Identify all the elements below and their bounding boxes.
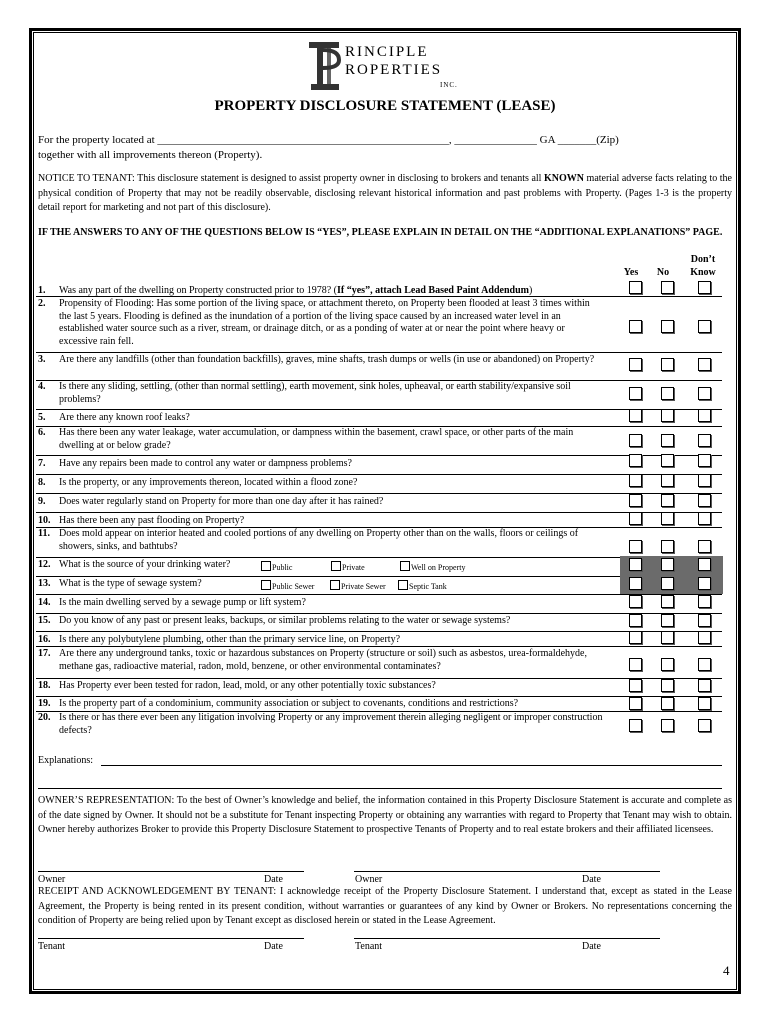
checkbox-dont-know-q4[interactable] bbox=[698, 387, 711, 400]
checkbox-dont-know-q17[interactable] bbox=[698, 658, 711, 671]
row-separator bbox=[36, 678, 722, 679]
checkbox-no-q15[interactable] bbox=[661, 614, 674, 627]
question-number: 2. bbox=[38, 298, 46, 309]
checkbox-yes-q2[interactable] bbox=[629, 320, 642, 333]
checkbox-yes-q13[interactable] bbox=[629, 577, 642, 590]
water-option[interactable] bbox=[261, 561, 292, 572]
question-text-start: Was any part of the dwelling on Property constructed prior to 1978? ( bbox=[59, 285, 338, 296]
checkbox-no-q19[interactable] bbox=[661, 697, 674, 710]
checkbox-no-q20[interactable] bbox=[661, 719, 674, 732]
row-separator bbox=[36, 455, 722, 456]
option-checkbox[interactable] bbox=[261, 580, 271, 590]
question-number: 7. bbox=[38, 458, 46, 469]
page-title: PROPERTY DISCLOSURE STATEMENT (LEASE) bbox=[214, 98, 556, 114]
row-separator bbox=[36, 493, 722, 494]
option-checkbox[interactable] bbox=[400, 561, 410, 571]
option-checkbox[interactable] bbox=[398, 580, 408, 590]
question-text: Has there been any past flooding on Property? bbox=[59, 515, 245, 526]
question-row bbox=[38, 680, 604, 693]
instruction: IF THE ANSWERS TO ANY OF THE QUESTIONS BELOW IS “YES”, PLEASE EXPLAIN IN DETAIL ON THE “ADDITIONAL EXPLANATIONS” PAGE. bbox=[38, 227, 723, 238]
sewage-option[interactable] bbox=[398, 580, 447, 591]
row-separator bbox=[36, 631, 722, 632]
checkbox-no-q10[interactable] bbox=[661, 512, 674, 525]
question-row bbox=[38, 298, 604, 348]
option-label: Private Sewer bbox=[341, 582, 386, 591]
checkbox-dont-know-q9[interactable] bbox=[698, 494, 711, 507]
address-line: For the property located at _____________________________________________________, _______________ GA _______(Zip) bbox=[38, 134, 619, 146]
owner-date-label-2: Date bbox=[582, 874, 601, 885]
question-number: 9. bbox=[38, 496, 46, 507]
option-checkbox[interactable] bbox=[330, 580, 340, 590]
question-text: Is the property, or any improvements thereon, located within a flood zone? bbox=[59, 477, 358, 488]
question-row bbox=[38, 528, 604, 553]
option-checkbox[interactable] bbox=[331, 561, 341, 571]
question-row bbox=[38, 412, 604, 425]
question-text: What is the type of sewage system? bbox=[59, 578, 202, 589]
question-number: 1. bbox=[38, 285, 46, 296]
question-text bbox=[59, 285, 604, 298]
checkbox-dont-know-q5[interactable] bbox=[698, 409, 711, 422]
question-number: 16. bbox=[38, 634, 51, 645]
checkbox-no-q8[interactable] bbox=[661, 474, 674, 487]
checkbox-no-q17[interactable] bbox=[661, 658, 674, 671]
page-number: 4 bbox=[723, 963, 730, 978]
row-separator bbox=[36, 512, 722, 513]
checkbox-no-q5[interactable] bbox=[661, 409, 674, 422]
checkbox-dont-know-q2[interactable] bbox=[698, 320, 711, 333]
tenant-signature-line-2[interactable] bbox=[354, 938, 660, 939]
question-text: Have any repairs been made to control any water or dampness problems? bbox=[59, 458, 352, 469]
company-logo bbox=[305, 38, 475, 94]
question-number: 12. bbox=[38, 559, 51, 570]
tenant-date-label-1: Date bbox=[264, 941, 283, 952]
question-number: 10. bbox=[38, 515, 51, 526]
checkbox-yes-q17[interactable] bbox=[629, 658, 642, 671]
option-label: Public Sewer bbox=[272, 582, 315, 591]
col-dont-know-2: Know bbox=[690, 267, 716, 278]
question-number: 19. bbox=[38, 698, 51, 709]
checkbox-yes-q8[interactable] bbox=[629, 474, 642, 487]
question-text: Are there any underground tanks, toxic or hazardous substances on Property (structure or soil) such as asbestos, urea-formaldehyde, methane gas, radioactive material, radon, mold, benzene, or other environmental contaminates? bbox=[59, 648, 587, 672]
question-number: 3. bbox=[38, 354, 46, 365]
question-row bbox=[38, 712, 604, 737]
logo-line-2: ROPERTIES bbox=[345, 62, 443, 78]
checkbox-no-q1[interactable] bbox=[661, 281, 674, 294]
tenant-date-label-2: Date bbox=[582, 941, 601, 952]
checkbox-yes-q15[interactable] bbox=[629, 614, 642, 627]
checkbox-yes-q4[interactable] bbox=[629, 387, 642, 400]
col-no: No bbox=[656, 267, 670, 278]
col-yes: Yes bbox=[623, 267, 639, 278]
question-text: Is there any polybutylene plumbing, other than the primary service line, on Property? bbox=[59, 634, 401, 645]
row-separator bbox=[36, 352, 722, 353]
logo-suffix: INC. bbox=[440, 81, 458, 89]
checkbox-dont-know-q19[interactable] bbox=[698, 697, 711, 710]
checkbox-no-q18[interactable] bbox=[661, 679, 674, 692]
question-text: Do you know of any past or present leaks, backups, or similar problems relating to the water or sewage systems? bbox=[59, 615, 511, 626]
question-number: 13. bbox=[38, 578, 51, 589]
checkbox-yes-q20[interactable] bbox=[629, 719, 642, 732]
option-label: Septic Tank bbox=[409, 582, 447, 591]
checkbox-dont-know-q12[interactable] bbox=[698, 558, 711, 571]
owner-label-1: Owner bbox=[38, 874, 66, 885]
tenant-signature-line-1[interactable] bbox=[38, 938, 304, 939]
checkbox-dont-know-q15[interactable] bbox=[698, 614, 711, 627]
question-text: Is the property part of a condominium, community association or subject to covenants, conditions and restrictions? bbox=[59, 698, 519, 709]
checkbox-no-q14[interactable] bbox=[661, 595, 674, 608]
question-text: Does mold appear on interior heated and cooled portions of any dwelling on Property other than on the walls, floors or ceilings of showers, sinks, and bathtubs? bbox=[59, 528, 579, 552]
question-row bbox=[38, 477, 604, 490]
checkbox-dont-know-q13[interactable] bbox=[698, 577, 711, 590]
logo-line-1: RINCIPLE bbox=[345, 44, 429, 60]
question-row bbox=[38, 285, 604, 298]
checkbox-dont-know-q1[interactable] bbox=[698, 281, 711, 294]
question-row bbox=[38, 515, 604, 528]
checkbox-yes-q1[interactable] bbox=[629, 281, 642, 294]
question-text-end: ) bbox=[528, 285, 533, 296]
checkbox-dont-know-q3[interactable] bbox=[698, 358, 711, 371]
checkbox-dont-know-q10[interactable] bbox=[698, 512, 711, 525]
checkbox-no-q9[interactable] bbox=[661, 494, 674, 507]
receipt-acknowledgement: RECEIPT AND ACKNOWLEDGEMENT BY TENANT: I acknowledge receipt of the Property Disclosure Statement. I understand that, except as stated in the Lease Agreement, the Property is being rented in its present condition, without warranties or guarantees of any kind by Owner or Brokers. No representations concerning the condition of Property are being relied upon by Tenant except as disclosed herein or stated in the Lease Agreement. bbox=[38, 886, 732, 927]
owner-signature-line-1[interactable] bbox=[38, 871, 304, 872]
row-separator bbox=[36, 696, 722, 697]
checkbox-yes-q18[interactable] bbox=[629, 679, 642, 692]
owner-representation: OWNER’S REPRESENTATION: To the best of Owner’s knowledge and belief, the information contained in this Property Disclosure Statement is accurate and complete as of the date signed by Owner. It should not be a substitute for Tenant inspecting Property or obtaining any warranties with regard to Property that Tenant may wish to obtain. Owner hereby authorizes Broker to provide this Property Disclosure Statement to prospective Tenants of Property and to real estate brokers and their affiliated licensees. bbox=[38, 795, 732, 836]
question-number: 17. bbox=[38, 648, 51, 659]
owner-date-label-1: Date bbox=[264, 874, 283, 885]
question-row bbox=[38, 427, 604, 452]
question-text-bold: If “yes”, attach Lead Based Paint Addendum bbox=[337, 285, 529, 296]
question-text: Has there been any water leakage, water accumulation, or dampness within the basement, crawl space, or other parts of the main dwelling at or below grade? bbox=[59, 427, 574, 451]
checkbox-yes-q12[interactable] bbox=[629, 558, 642, 571]
checkbox-dont-know-q20[interactable] bbox=[698, 719, 711, 732]
checkbox-yes-q19[interactable] bbox=[629, 697, 642, 710]
question-row bbox=[38, 597, 604, 610]
sewage-option[interactable] bbox=[330, 580, 386, 591]
col-dont-know-1: Don’t bbox=[690, 254, 716, 265]
question-number: 14. bbox=[38, 597, 51, 608]
question-number: 6. bbox=[38, 427, 46, 438]
question-number: 18. bbox=[38, 680, 51, 691]
notice-known: KNOWN bbox=[544, 173, 584, 184]
explanations-line-1[interactable] bbox=[101, 765, 722, 766]
notice-text-start: NOTICE TO TENANT: This disclosure statement is designed to assist property owner in disclosing to brokers and tenants all bbox=[38, 173, 544, 184]
question-row bbox=[38, 615, 604, 628]
checkbox-no-q2[interactable] bbox=[661, 320, 674, 333]
question-row bbox=[38, 698, 604, 711]
question-text: Propensity of Flooding: Has some portion of the living space, or attachment thereto, on Property been flooded at least 3 times within the last 5 years. Flooding is defined as the inundation of a portion of the living space caused by an increased water level in an established water source such as a river, stream, or drainage ditch, or as a ponding of water at or near the point where heavy or excessive rain fell. bbox=[59, 298, 590, 347]
question-text: What is the source of your drinking water? bbox=[59, 559, 231, 570]
checkbox-dont-know-q11[interactable] bbox=[698, 540, 711, 553]
question-number: 11. bbox=[38, 528, 50, 539]
checkbox-dont-know-q7[interactable] bbox=[698, 454, 711, 467]
owner-signature-line-2[interactable] bbox=[354, 871, 660, 872]
question-number: 15. bbox=[38, 615, 51, 626]
question-row bbox=[38, 648, 604, 673]
notice-to-tenant bbox=[38, 172, 732, 216]
option-checkbox[interactable] bbox=[261, 561, 271, 571]
question-text: Is the main dwelling served by a sewage pump or lift system? bbox=[59, 597, 306, 608]
checkbox-yes-q3[interactable] bbox=[629, 358, 642, 371]
checkbox-yes-q5[interactable] bbox=[629, 409, 642, 422]
question-row bbox=[38, 559, 604, 572]
checkbox-dont-know-q16[interactable] bbox=[698, 631, 711, 644]
question-number: 4. bbox=[38, 381, 46, 392]
question-row bbox=[38, 496, 604, 509]
water-option[interactable] bbox=[331, 561, 365, 572]
checkbox-dont-know-q18[interactable] bbox=[698, 679, 711, 692]
question-text: Is there or has there ever been any litigation involving Property or any improvement therein alleging negligent or improper construction defects? bbox=[59, 712, 603, 736]
checkbox-yes-q6[interactable] bbox=[629, 434, 642, 447]
question-number: 20. bbox=[38, 712, 51, 723]
water-option[interactable] bbox=[400, 561, 465, 572]
checkbox-no-q12[interactable] bbox=[661, 558, 674, 571]
question-text: Does water regularly stand on Property for more than one day after it has rained? bbox=[59, 496, 384, 507]
owner-label-2: Owner bbox=[355, 874, 383, 885]
question-row bbox=[38, 381, 604, 406]
question-text: Are there any known roof leaks? bbox=[59, 412, 190, 423]
explanations-line-2[interactable] bbox=[38, 788, 722, 789]
explanations-label: Explanations: bbox=[38, 755, 93, 766]
checkbox-no-q7[interactable] bbox=[661, 454, 674, 467]
checkbox-no-q13[interactable] bbox=[661, 577, 674, 590]
question-number: 5. bbox=[38, 412, 46, 423]
address-line-2: together with all improvements thereon (Property). bbox=[38, 149, 263, 161]
question-text: Is there any sliding, settling, (other than normal settling), earth movement, sink holes, upheaval, or earth stability/expansive soil problems? bbox=[59, 381, 571, 405]
checkbox-yes-q7[interactable] bbox=[629, 454, 642, 467]
option-label: Private bbox=[342, 563, 365, 572]
question-row bbox=[38, 354, 604, 367]
question-number: 8. bbox=[38, 477, 46, 488]
checkbox-dont-know-q14[interactable] bbox=[698, 595, 711, 608]
question-row bbox=[38, 634, 604, 647]
sewage-option[interactable] bbox=[261, 580, 314, 591]
checkbox-no-q3[interactable] bbox=[661, 358, 674, 371]
question-row bbox=[38, 578, 604, 591]
checkbox-dont-know-q8[interactable] bbox=[698, 474, 711, 487]
column-logo-icon bbox=[305, 38, 345, 94]
checkbox-yes-q10[interactable] bbox=[629, 512, 642, 525]
checkbox-no-q4[interactable] bbox=[661, 387, 674, 400]
question-text: Are there any landfills (other than foundation backfills), graves, mine shafts, trash dumps or wells (in use or abandoned) on Property? bbox=[59, 354, 595, 365]
checkbox-no-q6[interactable] bbox=[661, 434, 674, 447]
checkbox-dont-know-q6[interactable] bbox=[698, 434, 711, 447]
checkbox-no-q16[interactable] bbox=[661, 631, 674, 644]
notice-text-end: material adverse facts relating to the physical condition of Property that may not be readily observable, disclosing relevant historical information and past problems with Property. (Pages 1-3 is the property detail report for marketing and not part of this disclosure). bbox=[38, 173, 732, 214]
checkbox-yes-q16[interactable] bbox=[629, 631, 642, 644]
question-text: Has Property ever been tested for radon, lead, mold, or any other potentially toxic substances? bbox=[59, 680, 436, 691]
option-label: Public bbox=[272, 563, 293, 572]
row-separator bbox=[36, 594, 722, 595]
question-row bbox=[38, 458, 604, 471]
checkbox-yes-q9[interactable] bbox=[629, 494, 642, 507]
option-label: Well on Property bbox=[411, 563, 466, 572]
checkbox-yes-q11[interactable] bbox=[629, 540, 642, 553]
row-separator bbox=[36, 474, 722, 475]
tenant-label-2: Tenant bbox=[355, 941, 383, 952]
tenant-label-1: Tenant bbox=[38, 941, 66, 952]
row-separator bbox=[36, 409, 722, 410]
checkbox-yes-q14[interactable] bbox=[629, 595, 642, 608]
checkbox-no-q11[interactable] bbox=[661, 540, 674, 553]
row-separator bbox=[36, 613, 722, 614]
